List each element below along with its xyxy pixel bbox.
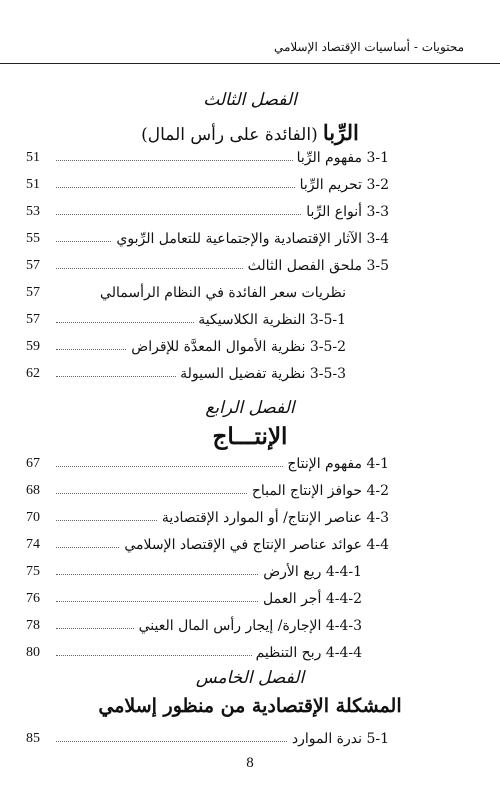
toc-entry-text: 4-4 عوائد عناصر الإنتاج في الإقتصاد الإسلامي <box>120 533 389 557</box>
toc-entry-text: 4-4-4 ربح التنظيم <box>252 641 362 665</box>
chapter-3-title <box>0 120 500 145</box>
toc-row[interactable] <box>26 308 464 332</box>
toc-entry-text: 4-2 حوافز الإنتاج المباح <box>248 479 389 503</box>
running-header: محتويات - أساسيات الإقتصاد الإسلامي <box>273 40 464 54</box>
toc-page-number: 51 <box>26 150 40 165</box>
toc-page-number: 67 <box>26 456 40 471</box>
toc-row[interactable] <box>26 200 464 224</box>
toc-row[interactable] <box>26 173 464 197</box>
toc-row[interactable] <box>26 560 464 584</box>
toc-row[interactable] <box>26 479 464 503</box>
toc-page-number: 62 <box>26 366 40 381</box>
toc-entry-text: 3-2 تحريم الرِّبا <box>296 173 389 197</box>
toc-entry-text: 5-1 ندرة الموارد <box>288 727 389 751</box>
toc-entry-text: 4-4-3 الإجارة/ إيجار رأس المال العيني <box>135 614 362 638</box>
toc-row[interactable] <box>26 146 464 170</box>
toc-row[interactable] <box>26 641 464 665</box>
chapter-5-label: الفصل الخامس <box>195 668 305 688</box>
toc-entry-text: 3-3 أنواع الرِّبا <box>302 200 389 224</box>
chapter-5-title: المشكلة الإقتصادية من منظور إسلامي <box>98 695 402 717</box>
toc-page-number: 75 <box>26 564 40 579</box>
toc-row[interactable] <box>26 254 464 278</box>
toc-entry-text: نظريات سعر الفائدة في النظام الرأسمالي <box>96 281 346 305</box>
toc-page-number: 57 <box>26 258 40 273</box>
toc-entry-text: 3-1 مفهوم الرِّبا <box>293 146 389 170</box>
toc-entry-text: 3-5 ملحق الفصل الثالث <box>244 254 389 278</box>
toc-entry-text: 3-4 الآثار الإقتصادية والإجتماعية للتعامل الرِّبوي <box>112 227 389 251</box>
toc-page-number: 57 <box>26 285 40 300</box>
toc-row[interactable] <box>26 281 464 305</box>
header-rule <box>0 63 500 64</box>
toc-row[interactable] <box>26 587 464 611</box>
toc-page-number: 78 <box>26 618 40 633</box>
toc-row[interactable] <box>26 362 464 386</box>
chapter-3-label: الفصل الثالث <box>203 90 297 110</box>
toc-page-number: 85 <box>26 731 40 746</box>
chapter-4-title: الإنتـــاج <box>212 423 288 450</box>
toc-entry-text: 3-5-3 نظرية تفضيل السيولة <box>176 362 346 386</box>
toc-page-number: 74 <box>26 537 40 552</box>
toc-row[interactable] <box>26 533 464 557</box>
chapter-4-label: الفصل الرابع <box>205 398 295 418</box>
toc-page-number: 59 <box>26 339 40 354</box>
toc-page-number: 55 <box>26 231 40 246</box>
toc-page-number: 70 <box>26 510 40 525</box>
toc-entry-text: 4-3 عناصر الإنتاج/ أو الموارد الإقتصادية <box>158 506 389 530</box>
toc-page-number: 68 <box>26 483 40 498</box>
toc-row[interactable] <box>26 452 464 476</box>
chapter-3-title-sub: (الفائدة على رأس المال) <box>141 125 318 145</box>
toc-page-number: 51 <box>26 177 40 192</box>
toc-page-number: 53 <box>26 204 40 219</box>
toc-page-number: 76 <box>26 591 40 606</box>
toc-entry-text: 3-5-2 نظرية الأموال المعدَّة للإقراض <box>127 335 346 359</box>
toc-row[interactable] <box>26 227 464 251</box>
chapter-3-title-main: الرِّبا <box>322 120 359 145</box>
toc-row[interactable] <box>26 506 464 530</box>
toc-row[interactable] <box>26 335 464 359</box>
page-number: 8 <box>246 755 254 771</box>
toc-entry-text: 4-4-1 ريع الأرض <box>259 560 362 584</box>
toc-entry-text: 4-1 مفهوم الإنتاج <box>283 452 389 476</box>
toc-page-number: 80 <box>26 645 40 660</box>
toc-page-number: 57 <box>26 312 40 327</box>
toc-entry-text: 4-4-2 أجر العمل <box>259 587 362 611</box>
toc-entry-text: 3-5-1 النظرية الكلاسيكية <box>194 308 346 332</box>
toc-row[interactable] <box>26 727 464 751</box>
toc-row[interactable] <box>26 614 464 638</box>
